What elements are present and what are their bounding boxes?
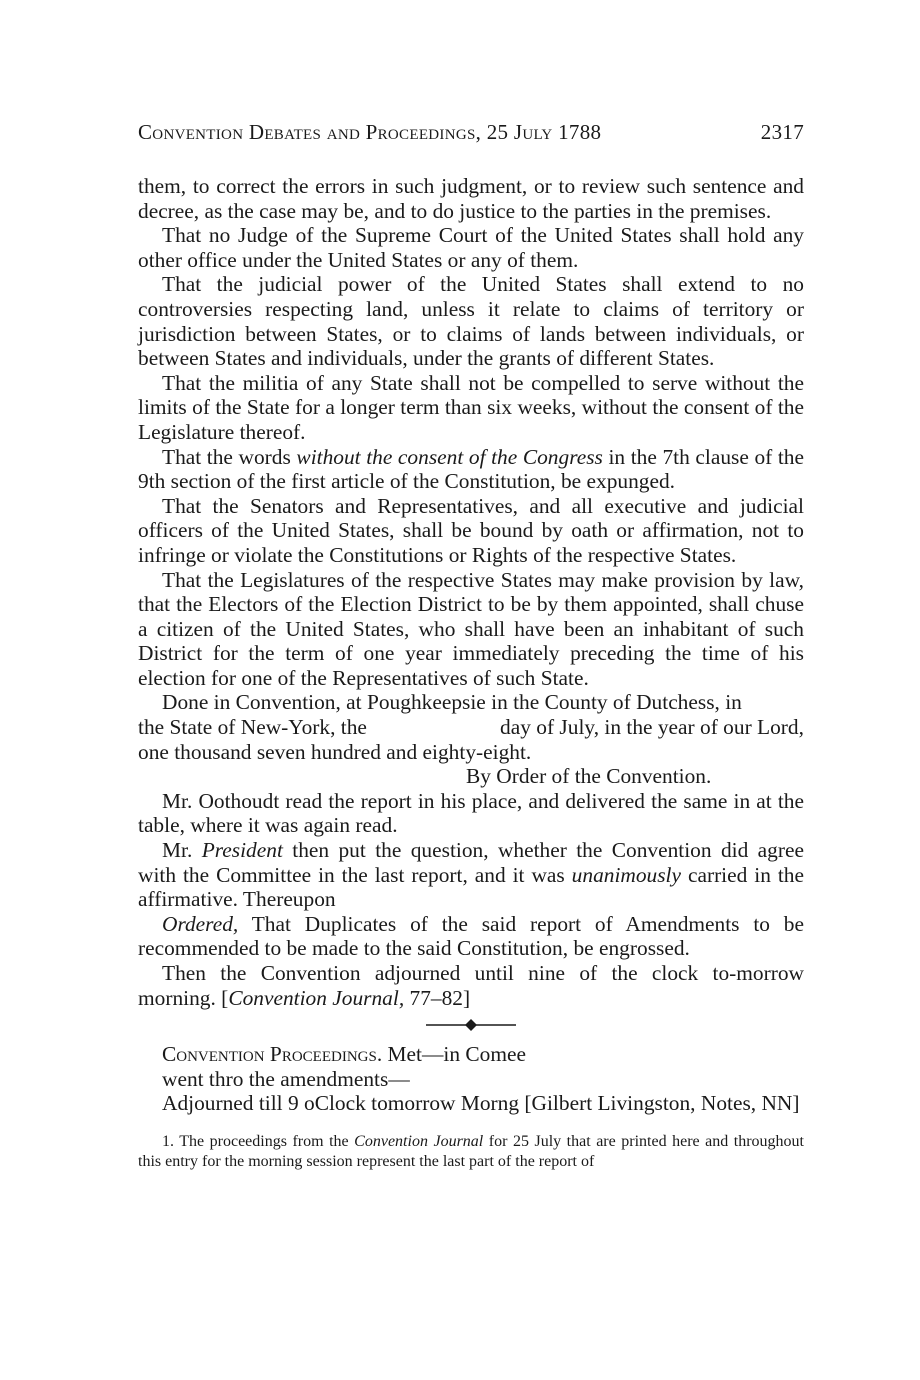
paragraph-done-in-convention	[138, 690, 804, 715]
paragraph-oath: That the Senators and Representatives, and all executive and judicial officers of the United States, shall be bound by oath or affirmation, not to infringe or violate the Constitutions or Rights of the respective States.	[138, 493, 804, 567]
italic-word: President	[201, 838, 283, 863]
text-run: the State of New-York, the	[138, 715, 367, 740]
proceedings-line-2: went thro the amendments—	[162, 1066, 410, 1091]
paragraph-continuation: them, to correct the errors in such judgment, or to review such sentence and decree, as the case may be, and to do justice to the parties in the premises.	[138, 174, 804, 223]
text-run: 77–82]	[404, 985, 471, 1010]
diamond-rule-icon	[426, 1018, 516, 1032]
text-run: carried in the affirmative. Thereupon	[138, 862, 804, 912]
body-text	[138, 174, 804, 1172]
date-blank	[385, 715, 481, 740]
italic-word: unanimously	[571, 862, 681, 887]
proceedings-line-3: Adjourned till 9 oClock tomorrow Morng [Gilbert Livingston, Notes, NN]	[162, 1091, 800, 1116]
paragraph-ordered	[138, 912, 804, 961]
date-line	[138, 715, 804, 740]
footnotes	[138, 1132, 804, 1172]
italic-source: Convention Journal	[354, 1132, 484, 1150]
text-run: Done in Convention, at Poughkeepsie in the County of Dutchess, in	[162, 690, 742, 715]
paragraph-militia: That the militia of any State shall not be compelled to serve without the limits of the State for a longer term than six weeks, without the consent of the Legislature thereof.	[138, 370, 804, 444]
text-run: Mr.	[162, 838, 202, 863]
text-run: 1. The proceedings from the	[162, 1132, 355, 1150]
text-run: in the 7th clause of the 9th section of the first article of the Constitution, be expunged.	[138, 444, 804, 494]
paragraph-judge-office: That no Judge of the Supreme Court of the United States shall hold any other office under the United States or any of them.	[138, 223, 804, 272]
signature-line: By Order of the Convention.	[466, 764, 712, 789]
paragraph-congress-consent	[138, 445, 804, 494]
text-run: day of July, in the year of our Lord,	[500, 715, 804, 740]
text-run: Met—in Comee	[382, 1042, 526, 1067]
year-line: one thousand seven hundred and eighty-eight.	[138, 739, 532, 764]
paragraph-oothoudt: Mr. Oothoudt read the report in his place, and delivered the same in at the table, where it was again read.	[138, 788, 804, 838]
text-run: for 25 July that are printed here and throughout this entry for the morning session represent the last part of the report of	[138, 1132, 804, 1170]
paragraph-electors: That the Legislatures of the respective States may make provision by law, that the Electors of the Election District to be by them appointed, shall chuse a citizen of the United States, who shall have been an inhabitant of such District for the term of one year immediately preceding the time of his election for one of the Representatives of such State.	[138, 567, 804, 690]
running-head-title: Convention Debates and Proceedings, 25 July 1788	[138, 120, 602, 144]
italic-phrase: without the consent of the Congress	[296, 444, 603, 469]
text-run: then put the question, whether the Convention did agree with the Committee in the last report, and it was	[138, 838, 804, 887]
text-run: That the words	[162, 444, 297, 469]
italic-word: Ordered,	[162, 911, 239, 936]
footnote-1	[138, 1132, 804, 1172]
section-divider-ornament	[138, 1014, 804, 1032]
page-number: 2317	[760, 120, 804, 144]
paragraph-judicial-power: That the judicial power of the United States shall extend to no controversies respecting land, unless it relate to claims of territory or jurisdiction between States, or to claims of lands between individuals, or between States and individuals, under the grants of different States.	[138, 272, 804, 371]
text-run: Then the Convention adjourned until nine of the clock to-morrow morning. [	[138, 961, 804, 1010]
proceedings-heading: Convention Proceedings.	[162, 1042, 383, 1067]
text-run: That Duplicates of the said report of Amendments to be recommended to be made to the said Constitution, be engrossed.	[138, 911, 804, 961]
running-head	[138, 120, 804, 145]
paragraph-adjourned	[138, 961, 804, 1010]
italic-source: Convention Journal,	[228, 985, 405, 1010]
paragraph-president-question	[138, 838, 804, 912]
proceedings-line-1	[138, 1042, 804, 1067]
